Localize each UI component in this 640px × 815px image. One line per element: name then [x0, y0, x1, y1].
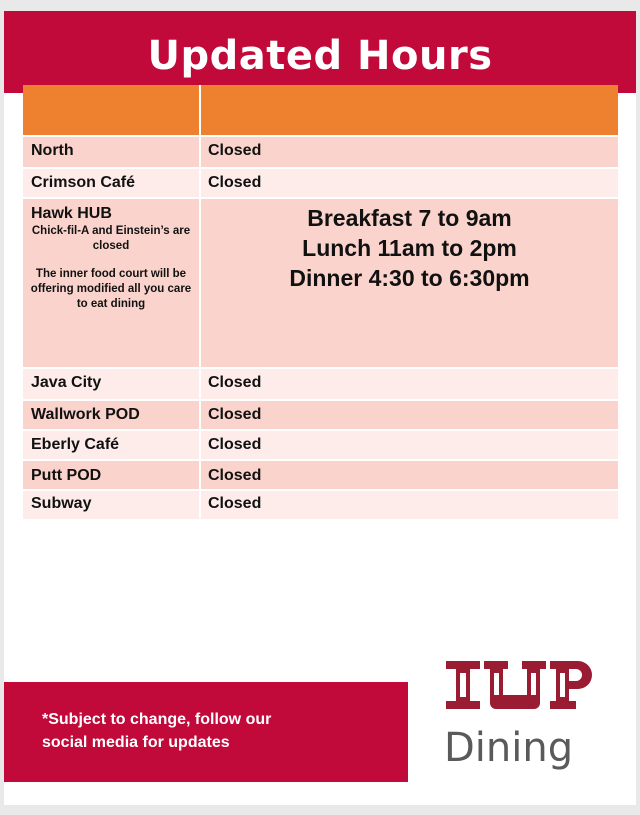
hours-subway: Closed — [208, 495, 262, 512]
location-putt-pod: Putt POD — [31, 467, 102, 484]
footer-line-2: social media for updates — [42, 734, 230, 751]
hawk-hub-hours — [201, 203, 618, 293]
table-header-right — [201, 85, 618, 135]
location-java-city: Java City — [31, 374, 102, 391]
hours-north: Closed — [208, 142, 262, 159]
location-north: North — [31, 142, 74, 159]
hawk-hub-lunch: Lunch 11am to 2pm — [302, 235, 517, 261]
hawk-hub-breakfast: Breakfast 7 to 9am — [307, 205, 512, 231]
location-crimson-cafe: Crimson Café — [31, 174, 136, 191]
location-hawk-hub — [23, 205, 199, 312]
title-banner — [4, 11, 636, 93]
iup-letters — [446, 661, 592, 709]
footer-line-1: *Subject to change, follow our — [42, 711, 272, 728]
hawk-hub-name: Hawk HUB — [31, 205, 112, 222]
hours-crimson-cafe: Closed — [208, 174, 262, 191]
hours-java-city: Closed — [208, 374, 262, 391]
table-header-left — [23, 85, 199, 135]
hours-eberly-cafe: Closed — [208, 436, 262, 453]
hawk-hub-dinner: Dinner 4:30 to 6:30pm — [289, 265, 530, 291]
hours-wallwork-pod: Closed — [208, 406, 262, 423]
hawk-hub-note-dining: The inner food court will be offering modified all you care to eat dining — [30, 268, 192, 310]
flyer-page — [4, 11, 636, 805]
footer-banner — [4, 682, 408, 782]
page-title: Updated Hours — [147, 33, 493, 79]
location-subway: Subway — [31, 495, 92, 512]
hawk-hub-note-closed: Chick-fil-A and Einstein’s are closed — [31, 225, 191, 252]
location-eberly-cafe: Eberly Café — [31, 436, 120, 453]
dining-wordmark: Dining — [444, 725, 574, 771]
location-wallwork-pod: Wallwork POD — [31, 406, 140, 423]
footer-note — [42, 708, 382, 754]
hours-putt-pod: Closed — [208, 467, 262, 484]
